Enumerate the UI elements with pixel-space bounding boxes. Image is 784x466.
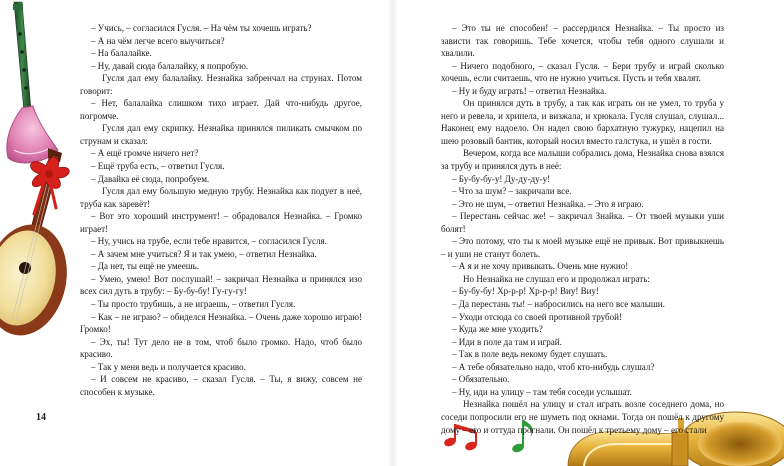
text-paragraph: – Что за шум? – закричали все. xyxy=(452,186,572,197)
text-paragraph: – А на чём легче всего выучиться? xyxy=(91,35,225,46)
book-gutter xyxy=(388,0,398,466)
text-paragraph: – Ну, иди на улицу – там тебя соседи услышат. xyxy=(452,386,632,397)
text-paragraph: Он принялся дуть в трубу, а так как играть он не умел, то труба у него и ревела, и хрипела, и визжала, и хрюкала. Гусля слушал, слушал... Наконец ему надоело. Он надел свою бархатную тужурку, нацепил на шею розовый бантик, который носил вместо галстука, и ушёл в гости. xyxy=(441,98,724,146)
text-paragraph: – А ещё громче ничего нет? xyxy=(91,148,199,159)
text-paragraph: Гусля дал ему скрипку. Незнайка принялся пиликать смычком по струнам и сказал: xyxy=(80,123,362,146)
text-paragraph: – А я и не хочу привыкать. Очень мне нужно! xyxy=(452,261,629,272)
text-paragraph: – Уходи отсюда со своей противной трубой! xyxy=(452,311,623,322)
text-paragraph: – Да нет, ты ещё не умеешь. xyxy=(91,261,200,272)
text-paragraph: Но Незнайка не слушал его и продолжал играть: xyxy=(463,273,650,284)
text-paragraph: – И совсем не красиво, – сказал Гусля. – Ты, я вижу, совсем не способен к музыке. xyxy=(80,374,362,397)
text-paragraph: – Бу-бу-бу-у! Ду-ду-ду-у! xyxy=(452,173,551,184)
text-paragraph: – Это потому, что ты к моей музыке ещё не привык. Вот привыкнешь – и уши не станут болеть. xyxy=(441,236,724,259)
text-paragraph: – Это ты не способен! – рассердился Незнайка. – Ты просто из зависти так говоришь. Тебе хочется, чтобы тебя одного слушали и хвалили. xyxy=(441,23,724,59)
text-paragraph: – Умею, умею! Вот послушай! – закричал Незнайка и принялся изо всех сил дуть в трубу: – Бу-бу-бу! Гу-гу-гу! xyxy=(80,273,362,297)
page-number: 14 xyxy=(36,412,46,423)
text-paragraph: – На балалайке. xyxy=(91,48,152,59)
text-paragraph: – Ну, учись на трубе, если тебе нравится, – согласился Гусля. xyxy=(91,236,327,247)
text-paragraph: – Ну, давай сюда балалайку, я попробую. xyxy=(91,60,249,71)
left-page-text-column xyxy=(80,22,362,398)
text-paragraph: – Давайка её сюда, попробуем. xyxy=(91,173,210,184)
text-paragraph: – Это не шум, – ответил Незнайка. – Это я играю. xyxy=(452,198,644,209)
text-paragraph: – Эх, ты! Тут дело не в том, чтоб было громко. Надо, чтоб было красиво. xyxy=(80,336,362,360)
right-page-text-column xyxy=(441,22,724,436)
text-paragraph: – Как – не играю? – обиделся Незнайка. – Очень даже хорошо играю! Громко! xyxy=(80,311,362,335)
text-paragraph: – Вот это хороший инструмент! – обрадовался Незнайка. – Громко играет! xyxy=(80,211,362,234)
text-paragraph: – Перестань сейчас же! – закричал Знайка. – От твоей музыки уши болят! xyxy=(441,211,724,234)
text-paragraph: – Так в поле ведь некому будет слушать. xyxy=(452,349,608,360)
text-paragraph: – Нет, балалайка слишком тихо играет. Дай что-нибудь другое, погромче. xyxy=(80,98,362,121)
balalaika-illustration-icon xyxy=(0,148,82,348)
text-paragraph: – Так у меня ведь и получается красиво. xyxy=(91,361,246,372)
text-paragraph: – Учись, – согласился Гусля. – На чём ты хочешь играть? xyxy=(91,23,312,33)
text-paragraph: – Ты просто трубишь, а не играешь, – ответил Гусля. xyxy=(91,299,296,310)
text-paragraph: Незнайка пошёл на улицу и стал играть возле соседнего дома, но соседи попросили его не шуметь под окнами. Тогда он пошёл к другому дому – его и оттуда прогнали. Он пошёл к третьему дому – его стали xyxy=(441,399,724,435)
text-paragraph: – А зачем мне учиться? Я и так умею, – ответил Незнайка. xyxy=(91,248,317,259)
text-paragraph: Гусля дал ему балалайку. Незнайка забренчал на струнах. Потом говорит: xyxy=(80,73,362,96)
text-paragraph: – Бу-бу-бу! Хр-р-р! Хр-р-р! Виу! Виу! xyxy=(452,286,600,297)
text-paragraph: – Иди в поле да там и играй. xyxy=(452,336,562,347)
text-paragraph: – Да перестань ты! – набросились на него все малыши. xyxy=(452,299,665,310)
text-paragraph: Гусля дал ему большую медную трубу. Незнайка как подует в неё, труба как заревёт! xyxy=(80,186,362,209)
text-paragraph: – Ещё труба есть, – ответил Гусля. xyxy=(91,161,225,172)
text-paragraph: Вечером, когда все малыши собрались дома, Незнайка снова взялся за трубу и принялся дуть в неё: xyxy=(441,148,724,172)
text-paragraph: – Куда же мне уходить? xyxy=(452,324,543,335)
text-paragraph: – А тебе обязательно надо, чтоб кто-нибудь слушал? xyxy=(452,361,655,372)
text-paragraph: – Ничего подобного, – сказал Гусля. – Бери трубу и играй сколько хочешь, если считаешь, что не нужно учиться. Пусть и тебя хвалят. xyxy=(441,60,724,84)
text-paragraph: – Ну и буду играть! – ответил Незнайка. xyxy=(452,85,607,96)
text-paragraph: – Обязательно. xyxy=(452,374,510,385)
